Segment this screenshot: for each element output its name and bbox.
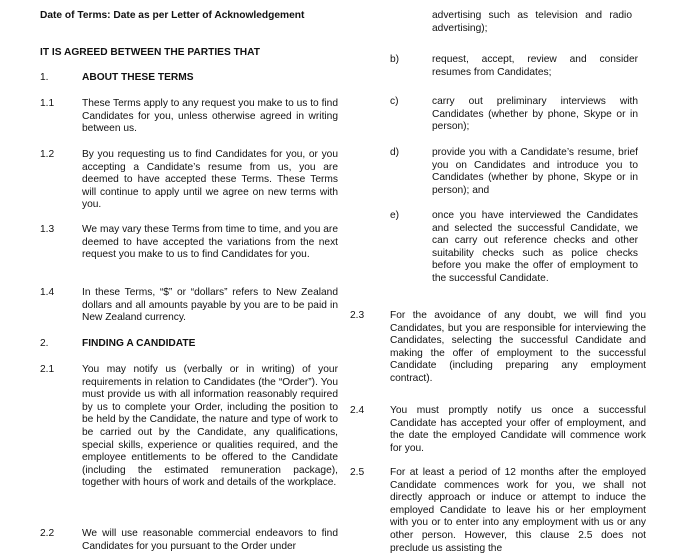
section-1-number: 1. xyxy=(40,72,49,83)
section-1-title: ABOUT THESE TERMS xyxy=(82,72,194,83)
clause-2-4-number: 2.4 xyxy=(350,405,365,416)
date-of-terms-line: Date of Terms: Date as per Letter of Acknowledgement xyxy=(40,10,305,21)
clause-1-3-number: 1.3 xyxy=(40,224,55,235)
clause-2-2-text: We will use reasonable commercial endeavors to find Candidates for you pursuant to the Order under xyxy=(82,528,338,552)
item-e-label: e) xyxy=(390,210,400,221)
clause-2-3-text: For the avoidance of any doubt, we will find you Candidates, but you are responsible for interviewing the Candidates, selecting the successful Candidate and making the offer of employment to the successful Candidate (including preparing any employment contract). xyxy=(390,310,646,384)
clause-1-4-number: 1.4 xyxy=(40,287,55,298)
item-e-text: once you have interviewed the Candidates and selected the successful Candidate, we can carry out reference checks and other suitability checks such as police checks before you make the offer of employment to the successful Candidate. xyxy=(432,210,638,284)
item-d-text: provide you with a Candidate’s resume, brief you on Candidates and introduce you to Candidates (whether by phone, Skype or in person); and xyxy=(432,147,638,196)
item-c-label: c) xyxy=(390,96,399,107)
clause-1-2-text: By you requesting us to find Candidates for you, or you accepting a Candidate’s resume from us, you are deemed to have accepted these Terms. These Terms will continue to apply until we agree on new terms with you. xyxy=(82,149,338,211)
item-c-text: carry out preliminary interviews with Candidates (whether by phone, Skype or in person); xyxy=(432,96,638,133)
clause-2-1-text: You may notify us (verbally or in writing) of your requirements in relation to Candidates (the “Order”). You must provide us with all information reasonably required by us to complete your Order, including the position to be held by the Candidate, the nature and type of work to be carried out by the Candidate, any qualifications, special skills, experience or qualities required, and the employee entitlements to be offered to the Candidate (including the estimated remuneration package), together with hours of work and details of the workplace. xyxy=(82,364,338,489)
clause-1-4-text: In these Terms, “$” or “dollars” refers to New Zealand dollars and all amounts payable by you are to be paid in New Zealand currency. xyxy=(82,287,338,324)
clause-2-3-number: 2.3 xyxy=(350,310,365,321)
item-d-label: d) xyxy=(390,147,400,158)
clause-2-1-number: 2.1 xyxy=(40,364,55,375)
item-b-text: request, accept, review and consider resumes from Candidates; xyxy=(432,54,638,78)
section-2-number: 2. xyxy=(40,338,49,349)
clause-1-1-number: 1.1 xyxy=(40,98,55,109)
clause-2-5-text: For at least a period of 12 months after the employed Candidate commences work for you, we shall not directly approach or induce or attempt to induce the employed Candidate to leave his or her employment with you or to enter into any employment with us or any other person. However, this clause 2.5 does not preclude us assisting the xyxy=(390,467,646,554)
clause-2-2-number: 2.2 xyxy=(40,528,55,539)
clause-1-2-number: 1.2 xyxy=(40,149,55,160)
section-2-title: FINDING A CANDIDATE xyxy=(82,338,196,349)
item-b-label: b) xyxy=(390,54,400,65)
clause-1-1-text: These Terms apply to any request you make to us to find Candidates for you, unless otherwise agreed in writing between us. xyxy=(82,98,338,135)
item-a-continuation: advertising such as television and radio advertising); xyxy=(432,10,632,34)
agreed-heading: IT IS AGREED BETWEEN THE PARTIES THAT xyxy=(40,47,260,58)
clause-2-4-text: You must promptly notify us once a successful Candidate has accepted your offer of employment, and the date the employed Candidate will commence work for you. xyxy=(390,405,646,454)
clause-1-3-text: We may vary these Terms from time to time, and you are deemed to have accepted the variations from the next request you make to us to find Candidates for you. xyxy=(82,224,338,261)
clause-2-5-number: 2.5 xyxy=(350,467,365,478)
